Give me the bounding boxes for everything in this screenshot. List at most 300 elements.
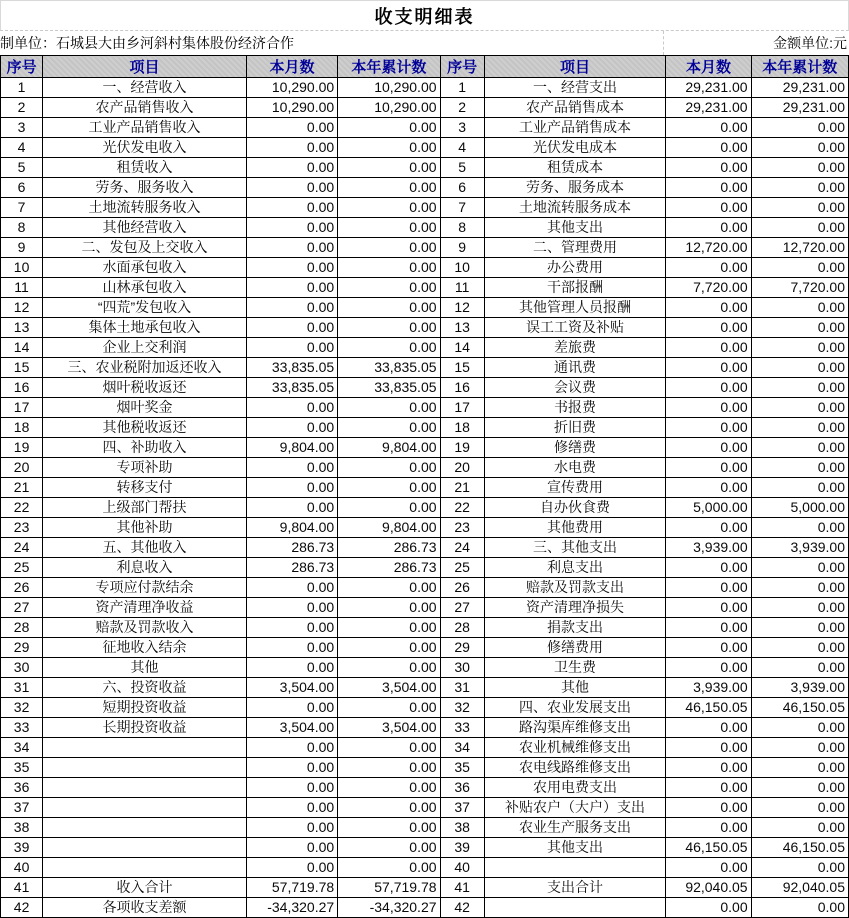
expense-row-no-cell: 11 — [440, 278, 484, 298]
income-ytd-value-cell: 0.00 — [338, 158, 440, 178]
expense-row-no-cell: 13 — [440, 318, 484, 338]
income-month-value-cell: 0.00 — [246, 118, 337, 138]
table-row — [1, 738, 849, 758]
expense-row-no-cell: 42 — [440, 898, 484, 918]
income-ytd-value-cell: 3,504.00 — [338, 678, 440, 698]
expense-ytd-value-cell: 0.00 — [751, 658, 848, 678]
expense-item-cell: 农业生产服务支出 — [484, 818, 666, 838]
report-title-box — [0, 0, 849, 31]
income-ytd-value-cell: 9,804.00 — [338, 518, 440, 538]
expense-ytd-value-cell: 92,040.05 — [751, 878, 848, 898]
expense-ytd-value-cell: 0.00 — [751, 118, 848, 138]
expense-ytd-value-cell: 0.00 — [751, 378, 848, 398]
income-row-no-cell: 6 — [1, 178, 43, 198]
income-ytd-value-cell: 0.00 — [338, 618, 440, 638]
income-ytd-value-cell: 0.00 — [338, 738, 440, 758]
expense-row-no-cell: 27 — [440, 598, 484, 618]
income-month-value-cell: 3,504.00 — [246, 678, 337, 698]
table-row — [1, 538, 849, 558]
income-item-cell: 三、农业税附加返还收入 — [43, 358, 247, 378]
expense-row-no-cell: 36 — [440, 778, 484, 798]
income-item-cell: “四荒”发包收入 — [43, 298, 247, 318]
income-item-cell: 企业上交利润 — [43, 338, 247, 358]
income-item-cell: 一、经营收入 — [43, 78, 247, 98]
income-month-value-cell: 286.73 — [246, 538, 337, 558]
income-ytd-value-cell: 9,804.00 — [338, 438, 440, 458]
income-row-no-cell: 3 — [1, 118, 43, 138]
table-row — [1, 818, 849, 838]
table-row — [1, 138, 849, 158]
expense-ytd-value-cell: 0.00 — [751, 738, 848, 758]
expense-ytd-value-cell: 0.00 — [751, 458, 848, 478]
income-month-value-cell: 0.00 — [246, 638, 337, 658]
expense-item-cell: 补贴农户（大户）支出 — [484, 798, 666, 818]
income-item-cell — [43, 818, 247, 838]
income-ytd-value-cell: -34,320.27 — [338, 898, 440, 918]
expense-month-value-cell: 0.00 — [666, 358, 751, 378]
table-row — [1, 798, 849, 818]
income-item-cell: 其他税收返还 — [43, 418, 247, 438]
table-row — [1, 238, 849, 258]
expense-item-cell: 农电线路维修支出 — [484, 758, 666, 778]
expense-row-no-cell: 12 — [440, 298, 484, 318]
expense-item-cell: 其他支出 — [484, 218, 666, 238]
expense-ytd-value-cell: 0.00 — [751, 198, 848, 218]
income-row-no-cell: 35 — [1, 758, 43, 778]
expense-month-value-cell: 0.00 — [666, 558, 751, 578]
income-ytd-value-cell: 0.00 — [338, 858, 440, 878]
expense-month-value-cell: 0.00 — [666, 258, 751, 278]
expense-ytd-value-cell: 0.00 — [751, 718, 848, 738]
income-row-no-cell: 27 — [1, 598, 43, 618]
expense-ytd-value-cell: 0.00 — [751, 438, 848, 458]
income-item-cell — [43, 778, 247, 798]
expense-month-value-cell: 0.00 — [666, 898, 751, 918]
income-month-value-cell: 9,804.00 — [246, 518, 337, 538]
maker-unit-label: 制单位：石城县大由乡河斜村集体股份经济合作 — [0, 31, 664, 55]
expense-row-no-cell: 25 — [440, 558, 484, 578]
income-ytd-value-cell: 286.73 — [338, 538, 440, 558]
expense-item-cell: 土地流转服务成本 — [484, 198, 666, 218]
income-row-no-cell: 2 — [1, 98, 43, 118]
income-ytd-value-cell: 0.00 — [338, 798, 440, 818]
expense-item-cell: 赔款及罚款支出 — [484, 578, 666, 598]
income-month-value-cell: 0.00 — [246, 798, 337, 818]
income-item-cell: 长期投资收益 — [43, 718, 247, 738]
income-ytd-value-cell: 10,290.00 — [338, 98, 440, 118]
expense-month-value-cell: 92,040.05 — [666, 878, 751, 898]
table-body — [1, 78, 849, 918]
income-item-cell: 烟叶税收返还 — [43, 378, 247, 398]
table-row — [1, 458, 849, 478]
income-ytd-value-cell: 0.00 — [338, 178, 440, 198]
income-ytd-value-cell: 0.00 — [338, 758, 440, 778]
expense-item-cell: 水电费 — [484, 458, 666, 478]
income-row-no-cell: 15 — [1, 358, 43, 378]
expense-row-no-cell: 5 — [440, 158, 484, 178]
expense-row-no-cell: 23 — [440, 518, 484, 538]
income-item-cell: 山林承包收入 — [43, 278, 247, 298]
income-month-value-cell: 57,719.78 — [246, 878, 337, 898]
expense-row-no-cell: 15 — [440, 358, 484, 378]
expense-month-value-cell: 3,939.00 — [666, 538, 751, 558]
income-item-cell — [43, 858, 247, 878]
expense-row-no-cell: 30 — [440, 658, 484, 678]
expense-item-cell: 一、经营支出 — [484, 78, 666, 98]
expense-ytd-value-cell: 0.00 — [751, 318, 848, 338]
expense-row-no-cell: 2 — [440, 98, 484, 118]
expense-item-cell: 卫生费 — [484, 658, 666, 678]
expense-ytd-value-cell: 0.00 — [751, 138, 848, 158]
income-item-cell: 光伏发电收入 — [43, 138, 247, 158]
income-month-value-cell: 0.00 — [246, 658, 337, 678]
income-ytd-value-cell: 0.00 — [338, 698, 440, 718]
expense-row-no-cell: 9 — [440, 238, 484, 258]
income-item-cell: 六、投资收益 — [43, 678, 247, 698]
table-row — [1, 838, 849, 858]
income-month-value-cell: 0.00 — [246, 458, 337, 478]
table-row — [1, 78, 849, 98]
income-month-value-cell: 0.00 — [246, 778, 337, 798]
expense-ytd-value-cell: 0.00 — [751, 258, 848, 278]
expense-item-cell: 工业产品销售成本 — [484, 118, 666, 138]
expense-item-cell: 其他 — [484, 678, 666, 698]
income-ytd-value-cell: 0.00 — [338, 138, 440, 158]
expense-month-value-cell: 5,000.00 — [666, 498, 751, 518]
expense-row-no-cell: 32 — [440, 698, 484, 718]
col-header-seq-expense: 序号 — [440, 56, 484, 78]
table-row — [1, 378, 849, 398]
expense-item-cell: 租赁成本 — [484, 158, 666, 178]
income-month-value-cell: 3,504.00 — [246, 718, 337, 738]
income-ytd-value-cell: 0.00 — [338, 278, 440, 298]
expense-item-cell: 通讯费 — [484, 358, 666, 378]
header-row — [1, 56, 849, 78]
income-row-no-cell: 13 — [1, 318, 43, 338]
income-ytd-value-cell: 33,835.05 — [338, 378, 440, 398]
expense-month-value-cell: 0.00 — [666, 298, 751, 318]
income-row-no-cell: 38 — [1, 818, 43, 838]
expense-month-value-cell: 0.00 — [666, 618, 751, 638]
income-month-value-cell: 0.00 — [246, 598, 337, 618]
expense-ytd-value-cell: 0.00 — [751, 218, 848, 238]
income-row-no-cell: 39 — [1, 838, 43, 858]
income-month-value-cell: 33,835.05 — [246, 358, 337, 378]
expense-row-no-cell: 14 — [440, 338, 484, 358]
expense-item-cell: 捐款支出 — [484, 618, 666, 638]
income-ytd-value-cell: 0.00 — [338, 338, 440, 358]
income-row-no-cell: 14 — [1, 338, 43, 358]
expense-item-cell: 二、管理费用 — [484, 238, 666, 258]
income-row-no-cell: 18 — [1, 418, 43, 438]
expense-item-cell: 宣传费用 — [484, 478, 666, 498]
expense-month-value-cell: 0.00 — [666, 778, 751, 798]
col-header-ytd-expense: 本年累计数 — [751, 56, 848, 78]
table-row — [1, 518, 849, 538]
income-ytd-value-cell: 3,504.00 — [338, 718, 440, 738]
income-month-value-cell: -34,320.27 — [246, 898, 337, 918]
expense-month-value-cell: 29,231.00 — [666, 98, 751, 118]
income-month-value-cell: 0.00 — [246, 178, 337, 198]
income-row-no-cell: 33 — [1, 718, 43, 738]
expense-ytd-value-cell: 29,231.00 — [751, 78, 848, 98]
expense-row-no-cell: 38 — [440, 818, 484, 838]
income-ytd-value-cell: 0.00 — [338, 838, 440, 858]
income-ytd-value-cell: 0.00 — [338, 498, 440, 518]
income-month-value-cell: 0.00 — [246, 298, 337, 318]
income-item-cell: 专项应付款结余 — [43, 578, 247, 598]
expense-month-value-cell: 0.00 — [666, 318, 751, 338]
income-month-value-cell: 0.00 — [246, 218, 337, 238]
col-header-month-income: 本月数 — [246, 56, 337, 78]
income-month-value-cell: 33,835.05 — [246, 378, 337, 398]
expense-month-value-cell: 0.00 — [666, 818, 751, 838]
income-ytd-value-cell: 0.00 — [338, 778, 440, 798]
income-row-no-cell: 8 — [1, 218, 43, 238]
income-item-cell: 烟叶奖金 — [43, 398, 247, 418]
table-row — [1, 678, 849, 698]
expense-month-value-cell: 0.00 — [666, 518, 751, 538]
expense-ytd-value-cell: 0.00 — [751, 338, 848, 358]
income-item-cell: 工业产品销售收入 — [43, 118, 247, 138]
income-row-no-cell: 19 — [1, 438, 43, 458]
table-row — [1, 398, 849, 418]
table-row — [1, 878, 849, 898]
income-row-no-cell: 31 — [1, 678, 43, 698]
income-row-no-cell: 41 — [1, 878, 43, 898]
income-ytd-value-cell: 0.00 — [338, 578, 440, 598]
col-header-item-income: 项目 — [43, 56, 247, 78]
expense-month-value-cell: 0.00 — [666, 478, 751, 498]
expense-ytd-value-cell: 0.00 — [751, 898, 848, 918]
expense-item-cell: 支出合计 — [484, 878, 666, 898]
income-month-value-cell: 0.00 — [246, 818, 337, 838]
expense-row-no-cell: 28 — [440, 618, 484, 638]
income-row-no-cell: 24 — [1, 538, 43, 558]
table-row — [1, 478, 849, 498]
income-item-cell — [43, 758, 247, 778]
table-row — [1, 278, 849, 298]
income-row-no-cell: 26 — [1, 578, 43, 598]
expense-month-value-cell: 0.00 — [666, 438, 751, 458]
expense-item-cell: 光伏发电成本 — [484, 138, 666, 158]
expense-ytd-value-cell: 5,000.00 — [751, 498, 848, 518]
income-row-no-cell: 28 — [1, 618, 43, 638]
income-row-no-cell: 36 — [1, 778, 43, 798]
table-row — [1, 98, 849, 118]
table-row — [1, 578, 849, 598]
expense-item-cell: 修缮费用 — [484, 638, 666, 658]
expense-row-no-cell: 37 — [440, 798, 484, 818]
income-row-no-cell: 29 — [1, 638, 43, 658]
expense-month-value-cell: 46,150.05 — [666, 838, 751, 858]
income-item-cell — [43, 798, 247, 818]
expense-item-cell: 四、农业发展支出 — [484, 698, 666, 718]
income-month-value-cell: 0.00 — [246, 418, 337, 438]
income-item-cell: 二、发包及上交收入 — [43, 238, 247, 258]
expense-month-value-cell: 0.00 — [666, 578, 751, 598]
expense-ytd-value-cell: 0.00 — [751, 558, 848, 578]
expense-month-value-cell: 0.00 — [666, 738, 751, 758]
income-row-no-cell: 16 — [1, 378, 43, 398]
expense-row-no-cell: 41 — [440, 878, 484, 898]
income-item-cell — [43, 738, 247, 758]
table-row — [1, 758, 849, 778]
expense-ytd-value-cell: 0.00 — [751, 158, 848, 178]
expense-item-cell: 差旅费 — [484, 338, 666, 358]
table-header — [1, 56, 849, 78]
amount-unit-label: 金额单位:元 — [773, 35, 847, 51]
expense-ytd-value-cell: 3,939.00 — [751, 538, 848, 558]
income-row-no-cell: 21 — [1, 478, 43, 498]
expense-month-value-cell: 3,939.00 — [666, 678, 751, 698]
table-row — [1, 598, 849, 618]
expense-ytd-value-cell: 0.00 — [751, 398, 848, 418]
expense-item-cell — [484, 898, 666, 918]
income-month-value-cell: 0.00 — [246, 478, 337, 498]
expense-item-cell: 误工工资及补贴 — [484, 318, 666, 338]
expense-ytd-value-cell: 0.00 — [751, 598, 848, 618]
table-row — [1, 298, 849, 318]
table-row — [1, 618, 849, 638]
table-row — [1, 218, 849, 238]
expense-ytd-value-cell: 0.00 — [751, 778, 848, 798]
expense-ytd-value-cell: 0.00 — [751, 418, 848, 438]
expense-month-value-cell: 0.00 — [666, 418, 751, 438]
expense-item-cell: 书报费 — [484, 398, 666, 418]
expense-item-cell: 其他费用 — [484, 518, 666, 538]
income-row-no-cell: 4 — [1, 138, 43, 158]
expense-row-no-cell: 18 — [440, 418, 484, 438]
income-item-cell: 农产品销售收入 — [43, 98, 247, 118]
expense-month-value-cell: 0.00 — [666, 718, 751, 738]
income-month-value-cell: 0.00 — [246, 618, 337, 638]
income-month-value-cell: 0.00 — [246, 698, 337, 718]
income-month-value-cell: 0.00 — [246, 758, 337, 778]
income-month-value-cell: 0.00 — [246, 498, 337, 518]
income-item-cell: 转移支付 — [43, 478, 247, 498]
income-row-no-cell: 11 — [1, 278, 43, 298]
income-row-no-cell: 42 — [1, 898, 43, 918]
income-row-no-cell: 12 — [1, 298, 43, 318]
income-month-value-cell: 0.00 — [246, 398, 337, 418]
income-ytd-value-cell: 0.00 — [338, 258, 440, 278]
expense-item-cell: 农业机械维修支出 — [484, 738, 666, 758]
expense-row-no-cell: 31 — [440, 678, 484, 698]
income-expense-table — [0, 55, 849, 918]
income-item-cell: 征地收入结余 — [43, 638, 247, 658]
expense-row-no-cell: 10 — [440, 258, 484, 278]
expense-ytd-value-cell: 0.00 — [751, 578, 848, 598]
income-ytd-value-cell: 286.73 — [338, 558, 440, 578]
income-item-cell: 劳务、服务收入 — [43, 178, 247, 198]
expense-month-value-cell: 0.00 — [666, 158, 751, 178]
table-row — [1, 498, 849, 518]
expense-month-value-cell: 46,150.05 — [666, 698, 751, 718]
expense-row-no-cell: 26 — [440, 578, 484, 598]
expense-row-no-cell: 19 — [440, 438, 484, 458]
expense-row-no-cell: 35 — [440, 758, 484, 778]
report-meta-row — [0, 31, 849, 55]
income-row-no-cell: 7 — [1, 198, 43, 218]
income-ytd-value-cell: 57,719.78 — [338, 878, 440, 898]
income-row-no-cell: 20 — [1, 458, 43, 478]
table-row — [1, 318, 849, 338]
expense-month-value-cell: 0.00 — [666, 378, 751, 398]
expense-month-value-cell: 0.00 — [666, 138, 751, 158]
col-header-item-expense: 项目 — [484, 56, 666, 78]
expense-month-value-cell: 0.00 — [666, 638, 751, 658]
income-ytd-value-cell: 0.00 — [338, 238, 440, 258]
expense-row-no-cell: 4 — [440, 138, 484, 158]
expense-item-cell: 农产品销售成本 — [484, 98, 666, 118]
expense-month-value-cell: 0.00 — [666, 658, 751, 678]
expense-month-value-cell: 0.00 — [666, 338, 751, 358]
income-ytd-value-cell: 33,835.05 — [338, 358, 440, 378]
income-row-no-cell: 30 — [1, 658, 43, 678]
expense-item-cell: 利息支出 — [484, 558, 666, 578]
income-month-value-cell: 9,804.00 — [246, 438, 337, 458]
expense-month-value-cell: 0.00 — [666, 178, 751, 198]
table-row — [1, 438, 849, 458]
income-item-cell: 专项补助 — [43, 458, 247, 478]
income-row-no-cell: 1 — [1, 78, 43, 98]
income-row-no-cell: 40 — [1, 858, 43, 878]
income-month-value-cell: 10,290.00 — [246, 78, 337, 98]
expense-month-value-cell: 29,231.00 — [666, 78, 751, 98]
expense-month-value-cell: 0.00 — [666, 118, 751, 138]
table-row — [1, 658, 849, 678]
expense-ytd-value-cell: 46,150.05 — [751, 838, 848, 858]
expense-ytd-value-cell: 29,231.00 — [751, 98, 848, 118]
expense-row-no-cell: 24 — [440, 538, 484, 558]
income-item-cell: 四、补助收入 — [43, 438, 247, 458]
income-ytd-value-cell: 0.00 — [338, 318, 440, 338]
income-month-value-cell: 0.00 — [246, 158, 337, 178]
expense-ytd-value-cell: 0.00 — [751, 818, 848, 838]
income-item-cell: 其他经营收入 — [43, 218, 247, 238]
table-row — [1, 358, 849, 378]
expense-ytd-value-cell: 0.00 — [751, 798, 848, 818]
table-row — [1, 338, 849, 358]
income-item-cell: 各项收支差额 — [43, 898, 247, 918]
expense-row-no-cell: 17 — [440, 398, 484, 418]
expense-month-value-cell: 0.00 — [666, 218, 751, 238]
expense-ytd-value-cell: 0.00 — [751, 858, 848, 878]
expense-month-value-cell: 0.00 — [666, 858, 751, 878]
expense-ytd-value-cell: 0.00 — [751, 758, 848, 778]
expense-row-no-cell: 22 — [440, 498, 484, 518]
expense-item-cell: 修缮费 — [484, 438, 666, 458]
income-ytd-value-cell: 0.00 — [338, 818, 440, 838]
income-month-value-cell: 0.00 — [246, 858, 337, 878]
expense-row-no-cell: 6 — [440, 178, 484, 198]
income-item-cell — [43, 838, 247, 858]
table-row — [1, 418, 849, 438]
income-month-value-cell: 10,290.00 — [246, 98, 337, 118]
income-row-no-cell: 5 — [1, 158, 43, 178]
income-row-no-cell: 34 — [1, 738, 43, 758]
expense-ytd-value-cell: 0.00 — [751, 518, 848, 538]
expense-item-cell: 农用电费支出 — [484, 778, 666, 798]
expense-month-value-cell: 0.00 — [666, 198, 751, 218]
expense-row-no-cell: 40 — [440, 858, 484, 878]
income-row-no-cell: 25 — [1, 558, 43, 578]
expense-ytd-value-cell: 0.00 — [751, 178, 848, 198]
expense-month-value-cell: 0.00 — [666, 758, 751, 778]
expense-month-value-cell: 0.00 — [666, 398, 751, 418]
col-header-month-expense: 本月数 — [666, 56, 751, 78]
